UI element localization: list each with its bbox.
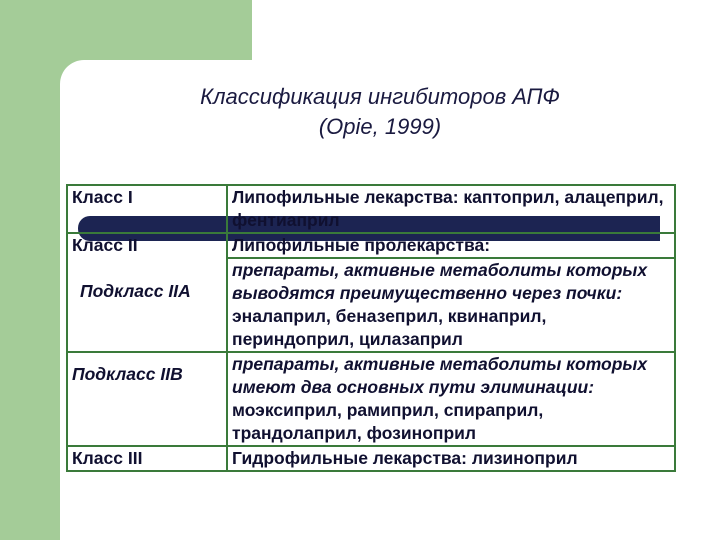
class2-text: Липофильные пролекарства: [232,235,491,255]
table-row-class1 [67,185,675,233]
classification-table [66,184,676,472]
subclass2b-drugs: моэксиприл, рамиприл, спираприл, трандолаприл, фозиноприл [232,400,544,443]
table-row-class2 [67,233,675,352]
class1-label: Класс I [67,185,227,233]
class2-label: Класс II [72,235,138,255]
title-line-2: (Opie, 1999) [318,114,442,139]
class1-text: Липофильные лекарства: каптоприл, алацеприл, фентиаприл [227,185,675,233]
class2-label-cell [67,233,227,352]
class3-text: Гидрофильные лекарства: лизиноприл [227,446,675,471]
subclass2b-label-cell [67,352,227,446]
table-row-subclass2b [67,352,675,446]
table-row-class3 [67,446,675,471]
class3-label: Класс III [67,446,227,471]
subclass2b-text [227,352,675,446]
title-line-1: Классификация ингибиторов АПФ [200,84,560,109]
subclass2a-label: Подкласс IIA [80,281,191,301]
decor-green-left [0,0,60,540]
subclass2a-text-italic: препараты, активные метаболиты которых выводятся преимущественно через почки: [232,260,648,303]
slide-title [80,82,680,142]
subclass2b-label: Подкласс IIB [72,364,183,384]
class2-text-cell [227,233,675,352]
subclass2b-text-italic: препараты, активные метаболиты которых имеют два основных пути элиминации: [232,354,648,397]
subclass2a-text [228,257,674,351]
subclass2a-drugs: эналаприл, беназеприл, квинаприл, периндоприл, цилазаприл [232,306,547,349]
